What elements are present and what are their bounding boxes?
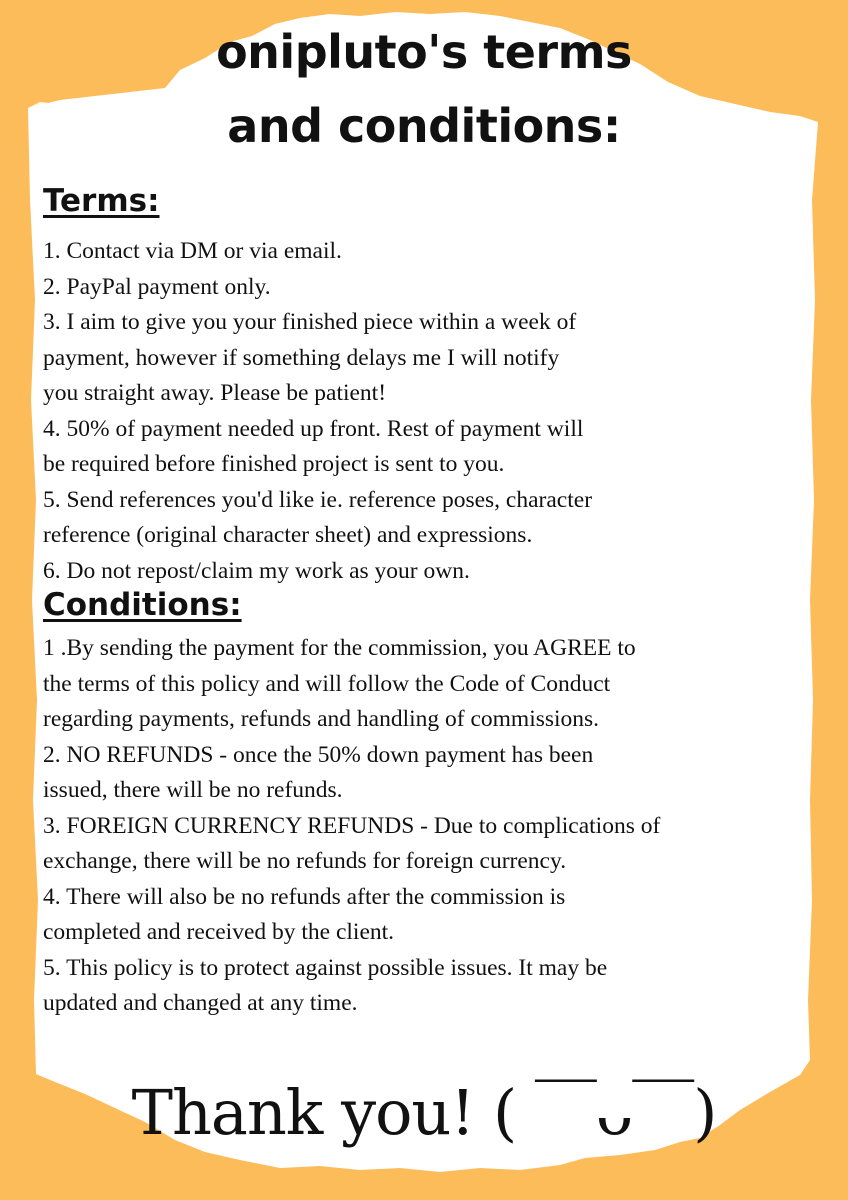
terms-line: 1. Contact via DM or via email. — [43, 238, 342, 264]
conditions-heading: Conditions: — [43, 587, 242, 623]
conditions-line: 1 .By sending the payment for the commission, you AGREE to — [43, 635, 636, 661]
terms-line: 5. Send references you'd like ie. reference poses, character — [43, 486, 593, 513]
conditions-line: exchange, there will be no refunds for foreign currency. — [43, 848, 567, 874]
page-title-line-2: and conditions: — [227, 99, 621, 153]
conditions-line: 2. NO REFUNDS - once the 50% down payment has been — [43, 741, 594, 768]
conditions-list — [43, 631, 803, 1022]
terms-line: 6. Do not repost/claim my work as your own. — [43, 557, 470, 584]
terms-line: payment, however if something delays me I will notify — [43, 344, 560, 371]
conditions-line: the terms of this policy and will follow the Code of Conduct — [43, 670, 611, 697]
terms-line: reference (original character sheet) and expressions. — [43, 522, 533, 548]
thank-you-message: Thank you! ( ￣ᴗ￣) — [131, 1076, 717, 1149]
conditions-line: 5. This policy is to protect against possible issues. It may be — [43, 954, 608, 981]
conditions-line: 4. There will also be no refunds after the commission is — [43, 883, 566, 910]
terms-list — [43, 234, 803, 589]
terms-line: you straight away. Please be patient! — [43, 380, 387, 406]
page-title-line-1: onipluto's terms — [216, 25, 632, 79]
conditions-line: regarding payments, refunds and handling of commissions. — [43, 706, 600, 732]
conditions-line: 3. FOREIGN CURRENCY REFUNDS - Due to complications of — [43, 812, 661, 839]
terms-line: 3. I aim to give you your finished piece within a week of — [43, 309, 577, 335]
terms-line: be required before finished project is sent to you. — [43, 451, 505, 477]
terms-line: 2. PayPal payment only. — [43, 273, 271, 300]
conditions-line: issued, there will be no refunds. — [43, 777, 343, 803]
terms-heading: Terms: — [43, 183, 160, 219]
terms-line: 4. 50% of payment needed up front. Rest of payment will — [43, 415, 584, 442]
conditions-line: updated and changed at any time. — [43, 990, 358, 1016]
conditions-line: completed and received by the client. — [43, 919, 395, 945]
